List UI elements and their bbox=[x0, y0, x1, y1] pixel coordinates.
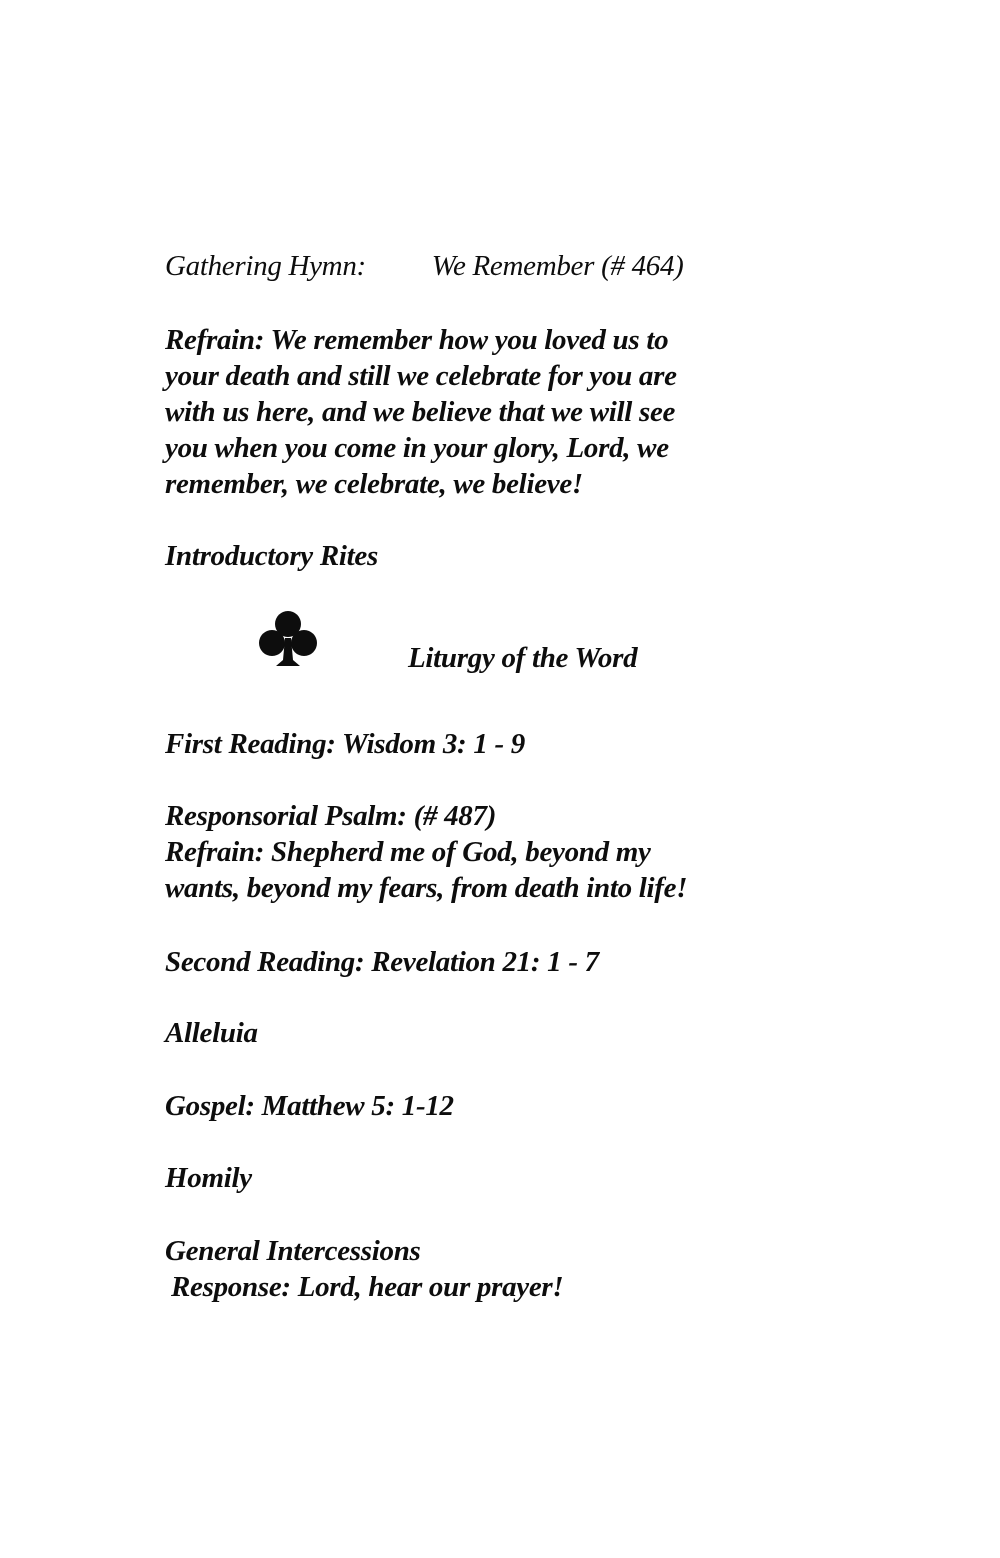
refrain-line: Refrain: We remember how you loved us to bbox=[165, 324, 669, 356]
general-intercessions-block bbox=[165, 1233, 563, 1305]
introductory-rites-heading: Introductory Rites bbox=[165, 540, 378, 572]
club-icon bbox=[256, 606, 320, 670]
refrain-line: you when you come in your glory, Lord, we bbox=[165, 432, 669, 464]
refrain-line: remember, we celebrate, we believe! bbox=[165, 468, 583, 500]
refrain-line: your death and still we celebrate for you are bbox=[165, 360, 677, 392]
second-reading: Second Reading: Revelation 21: 1 - 7 bbox=[165, 946, 599, 978]
refrain-block bbox=[165, 322, 677, 502]
alleluia-heading: Alleluia bbox=[165, 1017, 258, 1049]
gathering-hymn-title: We Remember (# 464) bbox=[431, 250, 684, 282]
intercessions-response: Response: Lord, hear our prayer! bbox=[171, 1271, 564, 1303]
psalm-heading: Responsorial Psalm: (# 487) bbox=[165, 800, 497, 832]
psalm-refrain-line: wants, beyond my fears, from death into life! bbox=[165, 872, 688, 904]
gathering-hymn-row bbox=[165, 248, 684, 284]
gathering-hymn-label: Gathering Hymn: bbox=[165, 250, 366, 282]
gospel-reading: Gospel: Matthew 5: 1-12 bbox=[165, 1090, 454, 1122]
psalm-refrain-line: Refrain: Shepherd me of God, beyond my bbox=[165, 836, 651, 868]
refrain-line: with us here, and we believe that we will see bbox=[165, 396, 676, 428]
homily-heading: Homily bbox=[165, 1162, 252, 1194]
intercessions-heading: General Intercessions bbox=[165, 1235, 421, 1267]
liturgy-of-the-word-heading: Liturgy of the Word bbox=[408, 642, 638, 674]
first-reading: First Reading: Wisdom 3: 1 - 9 bbox=[165, 728, 525, 760]
responsorial-psalm-block bbox=[165, 798, 687, 906]
